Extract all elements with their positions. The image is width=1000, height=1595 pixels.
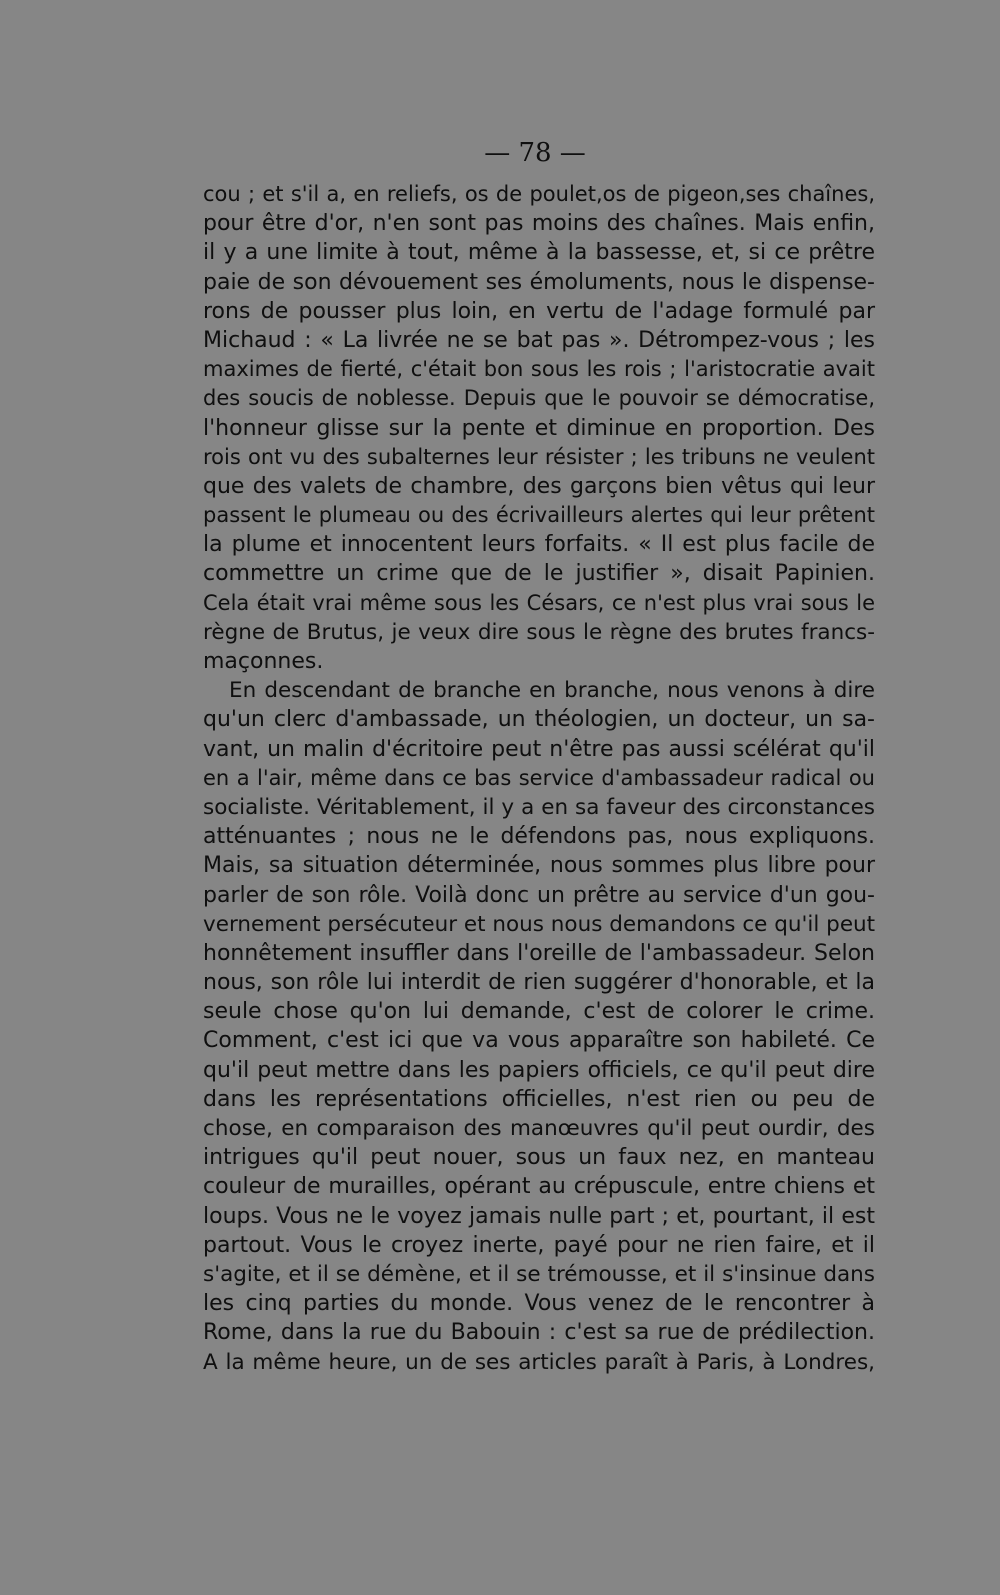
page-number: — 78 —: [484, 138, 586, 168]
text-line: maximes de fierté, c'était bon sous les rois ; l'aristocratie avait: [203, 357, 875, 382]
text-line: la plume et innocentent leurs forfaits. « Il est plus facile de: [203, 532, 875, 558]
text-line: chose, en comparaison des manœuvres qu'il peut ourdir, des: [203, 1116, 875, 1141]
text-line: des soucis de noblesse. Depuis que le pouvoir se démocratise,: [203, 386, 875, 411]
text-line: commettre un crime que de le justifier », disait Papinien.: [203, 561, 875, 587]
text-line: il y a une limite à tout, même à la bassesse, et, si ce prêtre: [203, 240, 875, 266]
text-line: Michaud : « La livrée ne se bat pas ». Détrompez-vous ; les: [203, 327, 875, 353]
text-line: Comment, c'est ici que va vous apparaître son habileté. Ce: [203, 1028, 875, 1054]
text-line: Rome, dans la rue du Babouin : c'est sa rue de prédilection.: [203, 1320, 875, 1346]
text-line: intrigues qu'il peut nouer, sous un faux nez, en manteau: [203, 1145, 875, 1171]
text-line: les cinq parties du monde. Vous venez de le rencontrer à: [203, 1291, 875, 1317]
text-line: loups. Vous ne le voyez jamais nulle part ; et, pourtant, il est: [203, 1203, 875, 1229]
text-line: en a l'air, même dans ce bas service d'ambassadeur radical ou: [203, 765, 875, 790]
body-text: [203, 180, 875, 1377]
text-line: A la même heure, un de ses articles paraît à Paris, à Londres,: [203, 1349, 875, 1375]
text-line: seule chose qu'on lui demande, c'est de colorer le crime.: [203, 999, 875, 1025]
text-line: l'honneur glisse sur la pente et diminue en proportion. Des: [203, 415, 875, 441]
text-line: honnêtement insuffler dans l'oreille de l'ambassadeur. Selon: [203, 940, 875, 966]
text-line: rons de pousser plus loin, en vertu de l'adage formulé par: [203, 298, 875, 324]
text-line: cou ; et s'il a, en reliefs, os de poulet,os de pigeon,ses chaînes,: [203, 182, 875, 206]
text-line: rois ont vu des subalternes leur résister ; les tribuns ne veulent: [203, 444, 875, 469]
text-line: paie de son dévouement ses émoluments, nous le dispense-: [203, 269, 875, 295]
text-line: nous, son rôle lui interdit de rien suggérer d'honorable, et la: [203, 970, 875, 996]
text-line: règne de Brutus, je veux dire sous le règne des brutes francs-: [203, 619, 875, 645]
text-line: passent le plumeau ou des écrivailleurs alertes qui leur prêtent: [203, 503, 875, 528]
text-line: socialiste. Véritablement, il y a en sa faveur des circonstances: [203, 794, 875, 820]
text-line: vernement persécuteur et nous nous demandons ce qu'il peut: [203, 911, 876, 937]
text-line: parler de son rôle. Voilà donc un prêtre au service d'un gou-: [203, 882, 875, 908]
text-line: qu'un clerc d'ambassade, un théologien, un docteur, un sa-: [203, 707, 875, 733]
text-line: maçonnes.: [203, 649, 324, 674]
text-line: dans les représentations officielles, n'est rien ou peu de: [203, 1086, 875, 1112]
text-line: En descendant de branche en branche, nous venons à dire: [229, 678, 875, 704]
text-line: Cela était vrai même sous les Césars, ce n'est plus vrai sous le: [203, 590, 875, 615]
text-line: que des valets de chambre, des garçons bien vêtus qui leur: [203, 473, 875, 499]
text-line: couleur de murailles, opérant au crépuscule, entre chiens et: [203, 1174, 875, 1200]
text-line: Mais, sa situation déterminée, nous sommes plus libre pour: [203, 853, 875, 879]
text-line: partout. Vous le croyez inerte, payé pour ne rien faire, et il: [203, 1232, 875, 1258]
text-line: atténuantes ; nous ne le défendons pas, nous expliquons.: [203, 824, 875, 850]
text-line: pour être d'or, n'en sont pas moins des chaînes. Mais enfin,: [203, 211, 875, 237]
text-line: vant, un malin d'écritoire peut n'être pas aussi scélérat qu'il: [203, 736, 875, 762]
text-line: s'agite, et il se démène, et il se trémousse, et il s'insinue dans: [203, 1261, 875, 1287]
text-line: qu'il peut mettre dans les papiers officiels, ce qu'il peut dire: [203, 1057, 875, 1083]
